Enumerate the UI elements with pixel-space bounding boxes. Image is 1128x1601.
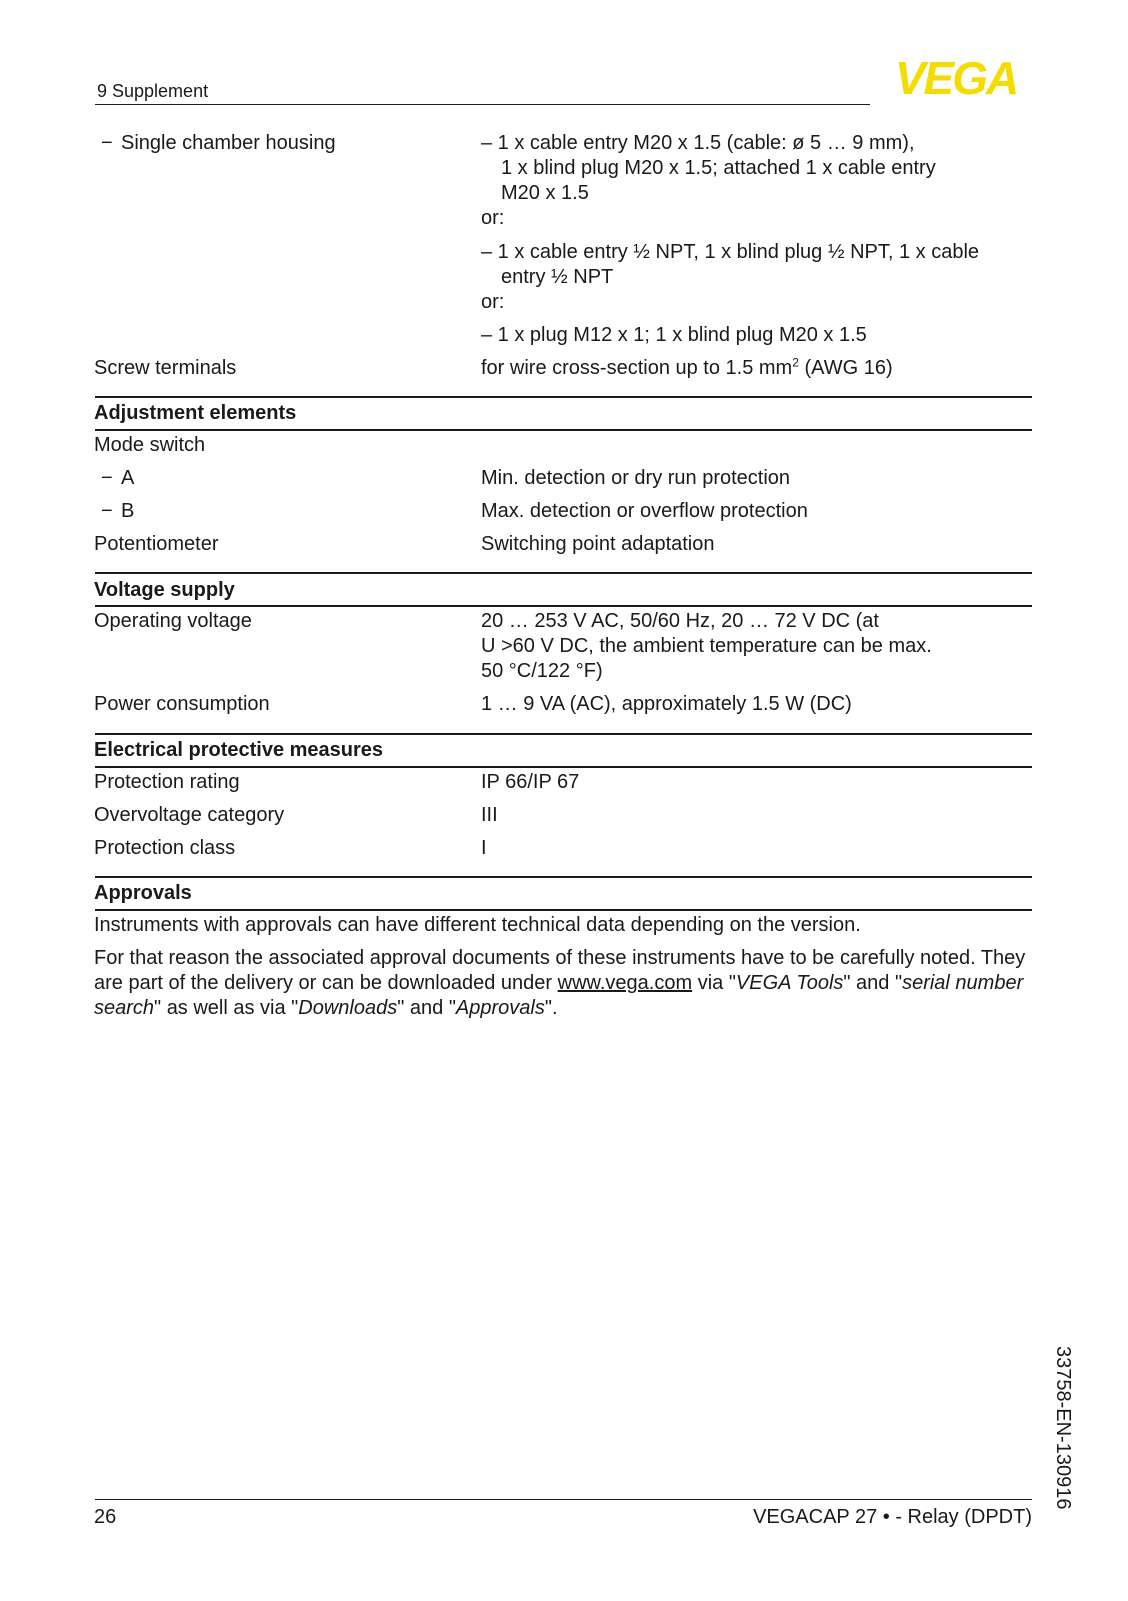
screw-terminals-value: for wire cross-section up to 1.5 $mm^2$ (AWG 16): [481, 355, 893, 379]
section-rule: [95, 429, 1032, 431]
overvoltage-category-label: Overvoltage category: [94, 804, 285, 826]
mode-switch-label: Mode switch: [94, 434, 206, 456]
potentiometer-label: Potentiometer: [94, 533, 219, 555]
page-number: 26: [94, 1506, 117, 1528]
housing-option-1-line-1: – 1 x cable entry M20 x 1.5 (cable: ø 5 … 9 mm),: [481, 132, 915, 154]
section-rule: [95, 733, 1032, 735]
housing-label: Single chamber housing: [121, 132, 336, 154]
operating-voltage-line-3: 50 °C/122 °F): [481, 660, 603, 682]
protection-rating-value: IP 66/IP 67: [481, 771, 580, 793]
list-dash: −: [101, 467, 113, 489]
vega-logo: [880, 56, 1033, 100]
protection-class-value: I: [481, 837, 487, 859]
housing-option-2-line-2: entry ½ NPT: [501, 266, 614, 288]
approvals-paragraph-2: For that reason the associated approval documents of these instruments have to be carefully noted. They are part of the delivery or can be downloaded under www.vega.com via "VEGA Tools" and "serial number search" as well as via "Downloads" and "Approvals".: [94, 947, 1026, 1019]
section-heading-electrical: Electrical protective measures: [94, 739, 384, 761]
section-rule: [95, 396, 1032, 398]
potentiometer-value: Switching point adaptation: [481, 533, 715, 555]
power-consumption-label: Power consumption: [94, 693, 270, 715]
section-heading-approvals: Approvals: [94, 882, 192, 904]
or-label: or:: [481, 207, 505, 229]
list-dash: −: [101, 132, 113, 154]
section-rule: [95, 909, 1032, 911]
mode-a-value: Min. detection or dry run protection: [481, 467, 791, 489]
svg-text:VEGA: VEGA: [894, 56, 1018, 100]
section-rule: [95, 605, 1032, 607]
housing-option-3-line-1: – 1 x plug M12 x 1; 1 x blind plug M20 x 1.5: [481, 324, 867, 346]
section-title: 9 Supplement: [97, 81, 209, 101]
operating-voltage-line-2: U >60 V DC, the ambient temperature can be max.: [481, 635, 932, 657]
list-dash: −: [101, 500, 113, 522]
vega-website-link[interactable]: www.vega.com: [557, 972, 693, 994]
section-heading-voltage: Voltage supply: [94, 579, 235, 601]
operating-voltage-line-1: 20 … 253 V AC, 50/60 Hz, 20 … 72 V DC (at: [481, 610, 879, 632]
or-label: or:: [481, 291, 505, 313]
section-rule: [95, 766, 1032, 768]
document-id: 33758-EN-130916: [1052, 1346, 1074, 1510]
section-heading-adjustment: Adjustment elements: [94, 402, 297, 424]
housing-option-2-line-1: – 1 x cable entry ½ NPT, 1 x blind plug ½ NPT, 1 x cable: [481, 241, 980, 263]
housing-option-1-line-2: 1 x blind plug M20 x 1.5; attached 1 x cable entry: [501, 157, 936, 179]
operating-voltage-label: Operating voltage: [94, 610, 252, 632]
header-rule: [95, 104, 870, 105]
section-rule: [95, 572, 1032, 574]
approvals-paragraph-1: Instruments with approvals can have different technical data depending on the version.: [94, 914, 861, 936]
document-title: VEGACAP 27 • - Relay (DPDT): [753, 1506, 1032, 1528]
protection-rating-label: Protection rating: [94, 771, 240, 793]
housing-option-1-line-3: M20 x 1.5: [501, 182, 589, 204]
section-rule: [95, 876, 1032, 878]
power-consumption-value: 1 … 9 VA (AC), approximately 1.5 W (DC): [481, 693, 852, 715]
footer-rule: [95, 1499, 1032, 1500]
mode-b-label: B: [121, 500, 135, 522]
protection-class-label: Protection class: [94, 837, 236, 859]
screw-terminals-label: Screw terminals: [94, 357, 237, 379]
mode-a-label: A: [121, 467, 135, 489]
overvoltage-category-value: III: [481, 804, 498, 826]
mode-b-value: Max. detection or overflow protection: [481, 500, 808, 522]
